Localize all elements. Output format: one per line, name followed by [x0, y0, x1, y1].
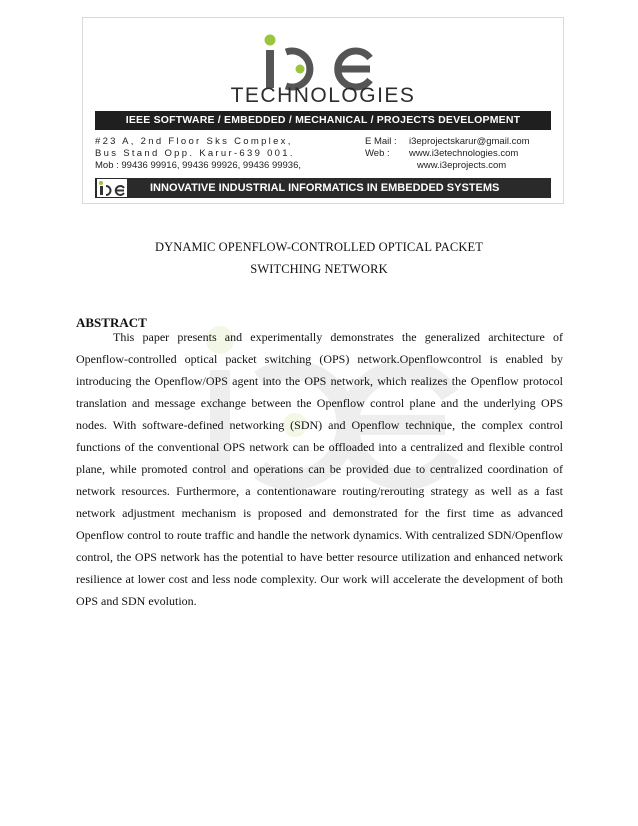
email-value: i3eprojectskarur@gmail.com: [409, 136, 530, 147]
address-line-2: Bus Stand Opp. Karur-639 001.: [95, 148, 295, 159]
address-line-1: #23 A, 2nd Floor Sks Complex,: [95, 136, 293, 147]
brand-subtitle: TECHNOLOGIES: [230, 84, 416, 107]
tagline-strip: [95, 178, 551, 198]
address-block: [95, 136, 345, 172]
email-label: E Mail :: [365, 136, 397, 147]
mobile-line: Mob : 99436 99916, 99436 99926, 99436 99936,: [95, 160, 302, 171]
web-value-1: www.i3etechnologies.com: [409, 148, 519, 159]
web-value-2: www.i3eprojects.com: [417, 160, 507, 171]
web-label: Web :: [365, 148, 390, 159]
services-strip: IEEE SOFTWARE / EMBEDDED / MECHANICAL / PROJECTS DEVELOPMENT: [95, 111, 551, 130]
abstract-body: This paper presents and experimentally demonstrates the generalized architecture of Openflow-controlled optical packet switching (OPS) network.Openflowcontrol is enabled by introducing the Openflow/OPS agent into the OPS network, which realizes the Openflow protocol translation and message exchange between the Openflow control plane and the underlying OPS nodes. With software-defined networking (SDN) and Openflow technique, the complex control functions of the conventional OPS network can be offloaded into a centralized and flexible control plane, while promoted control and operations can be provided due to centralized coordination of network resources. Furthermore, a contentionaware routing/rerouting strategy as well as a fast network adjustment mechanism is proposed and demonstrated for the first time as advanced Openflow control to route traffic and handle the network dynamics. With centralized SDN/Openflow control, the OPS network has the potential to have better resource utilization and enhanced network resilience at lower cost and less node complexity. Our work will accelerate the development of both OPS and SDN evolution.: [76, 330, 563, 608]
tagline-text: INNOVATIVE INDUSTRIAL INFORMATICS IN EMBEDDED SYSTEMS: [150, 182, 500, 194]
paper-title: [0, 236, 638, 280]
i3e-mini-logo-icon: [97, 179, 127, 197]
letterhead-banner: [82, 17, 564, 204]
contact-block: [365, 136, 555, 172]
abstract-heading: ABSTRACT: [76, 315, 147, 330]
title-line-1: DYNAMIC OPENFLOW-CONTROLLED OPTICAL PACKET: [155, 240, 483, 254]
title-line-2: SWITCHING NETWORK: [250, 262, 388, 276]
